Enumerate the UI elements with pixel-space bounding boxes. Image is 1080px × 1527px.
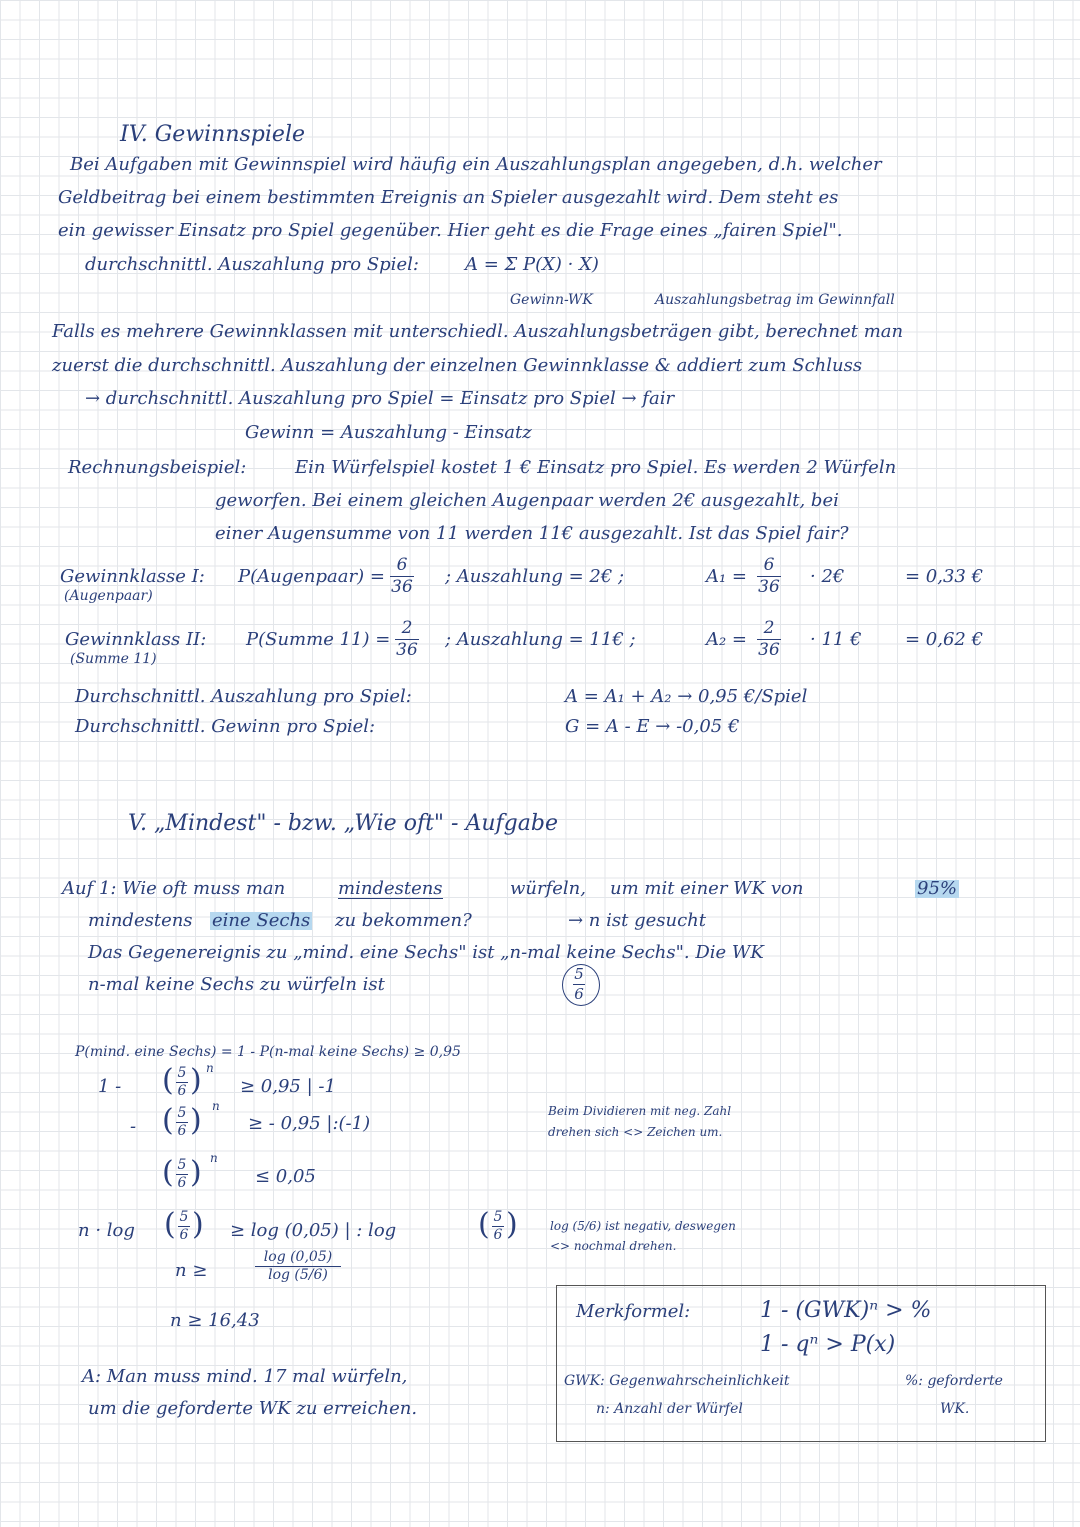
average-win-equation: G = A - E → -0,05 € (565, 716, 740, 737)
task-text: würfeln, (510, 878, 586, 899)
answer-line: A: Man muss mind. 17 mal würfeln, (82, 1366, 408, 1387)
fraction-denominator: log (5/6) (268, 1267, 328, 1284)
gewinnklasse1-result: = 0,33 € (905, 566, 984, 587)
calc-line-3-prefix: - (130, 1116, 137, 1137)
exponent-n: n (212, 1099, 220, 1113)
calc-line-5-prefix: n · log (78, 1220, 135, 1241)
merkformel-line-1: 1 - (GWK)ⁿ > % (760, 1298, 932, 1323)
gewinnklasse1-fraction-a (757, 556, 781, 596)
gewinnklasse1-label: Gewinnklasse I: (60, 566, 205, 587)
paren-open: ( (164, 1207, 176, 1242)
calc-line-3-suffix: ≥ - 0,95 |:(-1) (248, 1113, 371, 1134)
task-emphasis-mindestens: mindestens (338, 878, 443, 899)
answer-line: um die geforderte WK zu erreichen. (88, 1398, 418, 1419)
gewinnklasse1-sub: (Augenpaar) (64, 588, 153, 604)
fraction-numerator: 5 (493, 1209, 503, 1225)
paren-open: ( (478, 1207, 490, 1242)
gewinnklasse2-label: Gewinnklass II: (65, 629, 207, 650)
section4-text-line: Bei Aufgaben mit Gewinnspiel wird häufig ein Auszahlungsplan angegeben, d.h. welcher (70, 154, 882, 175)
example-text: geworfen. Bei einem gleichen Augenpaar werden 2€ ausgezahlt, bei (215, 490, 839, 511)
calc-line-4-suffix: ≤ 0,05 (255, 1166, 316, 1187)
annotation-win-probability: Gewinn-WK (510, 292, 593, 308)
calc-line-6-prefix: n ≥ (175, 1260, 208, 1281)
paren-close: ) (506, 1207, 518, 1242)
gewinnklasse1-probability: P(Augenpaar) = (238, 566, 385, 587)
example-text: einer Augensumme von 11 werden 11€ ausgezahlt. Ist das Spiel fair? (215, 523, 849, 544)
note-dividing-negative: drehen sich <> Zeichen um. (548, 1125, 723, 1139)
gewinnklasse2-a: A₂ = (706, 629, 748, 650)
merkformel-wk: WK. (940, 1401, 970, 1417)
complement-text: Das Gegenereignis zu „mind. eine Sechs" ist „n-mal keine Sechs". Die WK (88, 942, 764, 963)
paren-close: ) (190, 1063, 202, 1098)
example-label: Rechnungsbeispiel: (68, 457, 247, 478)
fraction-denominator: 36 (396, 639, 418, 660)
fraction-five-sixths (178, 1210, 190, 1244)
merkformel-title: Merkformel: (576, 1301, 691, 1322)
fraction-five-sixths (176, 1066, 188, 1100)
fraction-five-sixths (176, 1106, 188, 1140)
calc-line-2-suffix: ≥ 0,95 | -1 (240, 1076, 336, 1097)
paren-close: ) (190, 1155, 202, 1190)
average-payout-label: Durchschnittl. Auszahlung pro Spiel: (75, 686, 412, 707)
complement-text: n-mal keine Sechs zu würfeln ist (88, 974, 385, 995)
calc-line-2-prefix: 1 - (98, 1076, 122, 1097)
fraction-denominator: 36 (758, 639, 780, 660)
gewinn-formula: Gewinn = Auszahlung - Einsatz (245, 422, 532, 443)
fraction-denominator: 36 (391, 576, 413, 597)
task-sought: → n ist gesucht (568, 910, 706, 931)
gewinnklasse2-fraction-a (757, 619, 781, 659)
paren-close: ) (190, 1103, 202, 1138)
fraction-denominator: 6 (179, 1227, 189, 1244)
task-text: mindestens (88, 910, 193, 931)
task-percentage: 95% (917, 878, 958, 899)
calc-line-1: P(mind. eine Sechs) = 1 - P(n-mal keine Sechs) ≥ 0,95 (75, 1044, 461, 1060)
gewinnklasse2-factor: · 11 € (810, 629, 862, 650)
fraction-five-sixths (492, 1210, 504, 1244)
calc-line-5-middle: ≥ log (0,05) | : log (230, 1220, 397, 1241)
gewinnklasse2-sub: (Summe 11) (70, 651, 157, 667)
gewinnklasse1-a: A₁ = (706, 566, 748, 587)
gewinnklasse2-fraction (395, 619, 419, 659)
note-dividing-negative: Beim Dividieren mit neg. Zahl (548, 1104, 732, 1118)
merkformel-gwk: GWK: Gegenwahrscheinlichkeit (564, 1373, 790, 1389)
fraction-numerator: 5 (177, 1065, 187, 1081)
result-line: n ≥ 16,43 (170, 1310, 260, 1331)
fraction-denominator: 36 (758, 576, 780, 597)
fraction-denominator: 6 (177, 1123, 187, 1140)
exponent-n: n (206, 1061, 214, 1075)
average-payout-equation: A = A₁ + A₂ → 0,95 €/Spiel (565, 686, 808, 707)
section4-text-line: ein gewisser Einsatz pro Spiel gegenüber. Hier geht es die Frage eines „fairen Spiel". (58, 220, 843, 241)
fraction-five-sixths (573, 966, 585, 1002)
gewinnklasse1-fraction (390, 556, 414, 596)
section4-text-line: zuerst die durchschnittl. Auszahlung der einzelnen Gewinnklasse & addiert zum Schluss (52, 355, 863, 376)
section4-heading: IV. Gewinnspiele (120, 122, 306, 147)
section4-text-line: Falls es mehrere Gewinnklassen mit unterschiedl. Auszahlungsbeträgen gibt, berechnet man (52, 321, 904, 342)
merkformel-n: n: Anzahl der Würfel (596, 1401, 743, 1417)
payout-formula: A = Σ P(X) · X) (465, 254, 599, 275)
merkformel-line-2: 1 - qⁿ > P(x) (760, 1332, 896, 1357)
task-text: um mit einer WK von (610, 878, 804, 899)
gewinnklasse1-factor: · 2€ (810, 566, 845, 587)
formula-label: durchschnittl. Auszahlung pro Spiel: (85, 254, 419, 275)
paren-close: ) (192, 1207, 204, 1242)
gewinnklasse2-probability: P(Summe 11) = (246, 629, 391, 650)
note-log-negative: <> nochmal drehen. (550, 1239, 677, 1253)
task-text: Auf 1: Wie oft muss man (62, 878, 286, 899)
fraction-denominator: 6 (177, 1083, 187, 1100)
example-text: Ein Würfelspiel kostet 1 € Einsatz pro Spiel. Es werden 2 Würfeln (295, 457, 897, 478)
paren-open: ( (162, 1063, 174, 1098)
fraction-numerator: 2 (401, 618, 413, 638)
fraction-denominator: 6 (493, 1227, 503, 1244)
gewinnklasse1-payout: ; Auszahlung = 2€ ; (445, 566, 625, 587)
exponent-n: n (210, 1151, 218, 1165)
fraction-numerator: 5 (177, 1157, 187, 1173)
gewinnklasse2-payout: ; Auszahlung = 11€ ; (445, 629, 636, 650)
paren-open: ( (162, 1103, 174, 1138)
section4-text-line: Geldbeitrag bei einem bestimmten Ereignis an Spieler ausgezahlt wird. Dem steht es (58, 187, 839, 208)
annotation-payout-amount: Auszahlungsbetrag im Gewinnfall (655, 292, 895, 308)
fraction-numerator: 2 (763, 618, 775, 638)
fraction-numerator: 6 (396, 555, 408, 575)
fraction-numerator: 5 (574, 965, 584, 983)
paren-open: ( (162, 1155, 174, 1190)
task-emphasis-eine-sechs: eine Sechs (212, 910, 311, 931)
fraction-denominator: 6 (177, 1175, 187, 1192)
fraction-numerator: 5 (179, 1209, 189, 1225)
fraction-numerator: 5 (177, 1105, 187, 1121)
note-log-negative: log (5/6) ist negativ, deswegen (550, 1219, 736, 1233)
section5-heading: V. „Mindest" - bzw. „Wie oft" - Aufgabe (128, 811, 558, 836)
task-text: zu bekommen? (335, 910, 472, 931)
fraction-numerator: log (0,05) (263, 1249, 333, 1265)
fraction-numerator: 6 (763, 555, 775, 575)
fraction-denominator: 6 (574, 984, 584, 1003)
fair-condition: → durchschnittl. Auszahlung pro Spiel = Einsatz pro Spiel → fair (85, 388, 675, 409)
average-win-label: Durchschnittl. Gewinn pro Spiel: (75, 716, 376, 737)
merkformel-percent: %: geforderte (905, 1373, 1003, 1389)
fraction-five-sixths (176, 1158, 188, 1192)
gewinnklasse2-result: = 0,62 € (905, 629, 984, 650)
log-fraction (255, 1250, 341, 1284)
